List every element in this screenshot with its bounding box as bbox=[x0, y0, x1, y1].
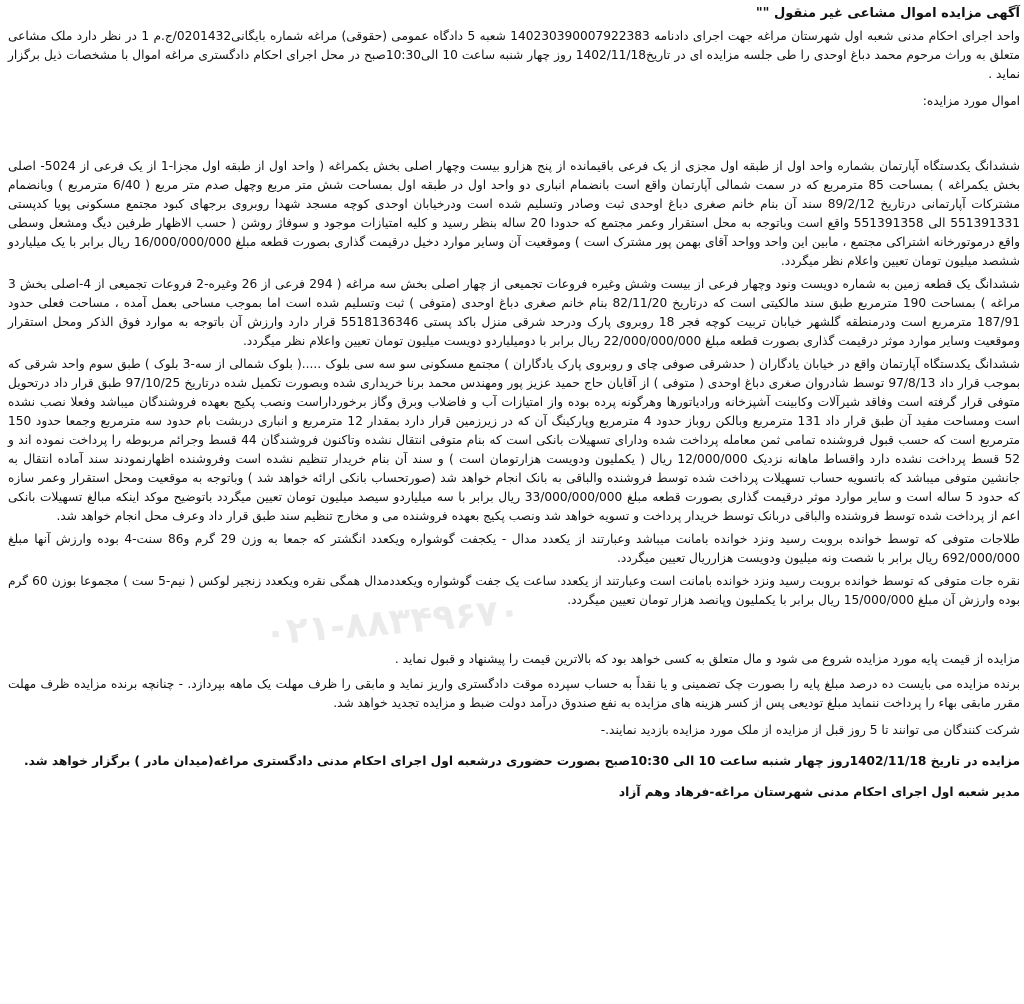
item-2-land: ششدانگ یک قطعه زمین به شماره دویست ونود وچهار فرعی از بیست وشش وغیره فروعات تجمیعی از چهار اصلی بخش سه مراغه ( 294 فرعی از 26 وغیره-2 فروعات تجمیعی از 4-اصلی بخش 3 مراغه ) بمساحت 190 مترمربع طبق سند مالکیتی است که درتاریخ 82/11/20 بنام خانم صغری دباغ اوحدی (متوفی ) ثبت وتسلیم شده است اما بموجب مساحی بعمل آمده ، مساحت فعلی حدود 187/91 مترمربع است ودرمنطقه گلشهر خیابان تربیت کوچه فجر 18 روبروی پارک ودرحد شرقی منزل باکد پستی 5518136346 قرار دارد وارزش آن باتوجه به موارد فوق الذکر ومحل استقرار وموقعیت وسایر موارد موثر درقیمت گذاری بصورت قطعه مبلغ 22/000/000/000 ریال برابر با دومیلیاردو دویست میلیون تومان تعیین واعلام نظر میگردد. bbox=[8, 277, 1021, 348]
notice-title: آگهی مزایده اموال مشاعی غیر منقول "" bbox=[755, 6, 1020, 21]
auction-notice bbox=[8, 4, 1020, 1000]
visit-note: شرکت کنندگان می توانند تا 5 روز قبل از مزایده از ملک مورد مزایده بازدید نمایند.- bbox=[600, 723, 1020, 737]
item-5-silver: نقره جات متوفی که توسط خوانده بروبت رسید ونزد خوانده بامانت است وعبارتند از یکعدد ساعت یک جفت گوشواره ویکعددمدال همگی نقره ویکعدد زنجیر لوکس ( نیم-5 ست ) مجموعا بوزن 60 گرم بوده وارزش آن مبلغ 15/000/000 ریال برابر با یکملیون وپانصد هزار تومان تعیین میگردد. bbox=[8, 574, 1020, 607]
items-list bbox=[8, 157, 1020, 610]
item-4-gold: طلاجات متوفی که توسط خوانده بروبت رسید ونزد خوانده بامانت میباشد وعبارتند از یکعدد مدال - یکجفت گوشواره ویکعدد انگشتر که جمعا به وزن 29 گرم و86 سنت-4 بوده وارزش آنها مبلغ 692/000/000 ریال برابر با شصت ونه میلیون ودویست هزارریال تعیین میگردد. bbox=[8, 532, 1020, 565]
notice-intro: واحد اجرای احکام مدنی شعبه اول شهرستان مراغه جهت اجرای دادنامه 140230390007922383 شعبه 5 دادگاه عمومی (حقوقی) مراغه شماره بایگانی0201432/ج.م 1 در نظر دارد ملک مشاعی متعلق به وراث مرحوم محمد دباغ اوحدی را طی جلسه مزایده ای در تاریخ1402/11/18 روز چهار شنبه ساعت 10 الی10:30صبح در محل اجرای احکام دادگستری مراغه اموال با مشخصات ذیل برگزار نماید . bbox=[8, 29, 1021, 81]
item-3-apartment: ششدانگ یکدستگاه آپارتمان واقع در خیابان یادگاران ( حدشرقی صوفی چای و روبروی پارک یادگاران ) مجتمع مسکونی سو سه سی بلوک .....( بلوک شمالی از سه-3 بلوک ) طبق سوم واحد شرقی که بموجب قرار داد 97/8/13 توسط شادروان صغری دباغ اوحدی ( متوفی ) از آقایان حاج حمید عزیز پور ومهندس محمد برنا خریداری شده وبصورت تکمیل شده درتاریخ 97/10/25 طبق قرار داد درتحویل متوفی قرار گرفته است وفاقد شیرآلات وکابینت آشپزخانه ورادیاتورها وهرگونه پرده بوده واز امتیازات آب و فاضلاب وبرق وگاز برخورداراست ونصب پکیج بعهده فروشندگان میباشد وفعلا نصب نشده است ومساحت مفید آن طبق قرار داد 131 مترمربع وبالکن روباز حدود 4 مترمربع وپارکینگ آن که در زیرزمین قرار دارد بمقدار 12 مترمربع و انباری دربشت بام حدود سه مترمربع وجمعا حدود 150 مترمربع است که حسب قبول فروشنده تمامی ثمن معامله پرداخت شده ودارای تسهیلات بانکی است که بنام متوفی انتقال نشده وتاکنون فروشندگان 44 قسط وجرائم مربوطه را پرداخت نموده اند و 52 قسط پرداخت نشده دارد واقساط ماهانه نزدیک 12/000/000 ریال ( یکملیون ودویست هزارتومان است ) و سند آن بنام خریدار تنظیم نشده است وفروشنده اظهارنمودند سند آماده انتقال به جانشین متوفی میباشد که باتسویه حساب تسهیلات پرداخت شده توسط فروشنده والباقی به بانک انجام خواهد شد (صورتحساب بانکی ارائه خواهد شد ) وباتوجه به موقعیت ومحل استقرار وعمر سازه که حدود 5 ساله است و سایر موارد موثر درقیمت گذاری بصورت قطعه مبلغ 33/000/000/000 ریال برابر با سه میلیاردو سیصد میلیون تومان تعیین میگردد باتوضیح موکد اینکه مبالغ تسهیلات بانکی اعم از پرداخت شده توسط فروشنده والباقی دربانک توسط خریدار پرداخت و تسویه خواهد شد ونصب پکیج بعهده فروشنده می و مخارج تنظیم سند طبق قرار داد وعرف محل انجام خواهد شد. bbox=[8, 357, 1021, 523]
condition-1: مزایده از قیمت پایه مورد مزایده شروع می شود و مال متعلق به کسی خواهد بود که بالاترین قیمت را پیشنهاد و قبول نماید . bbox=[394, 652, 1020, 666]
condition-2: برنده مزایده می بایست ده درصد مبلغ پایه را بصورت چک تضمینی و یا نقداً به حساب سپرده موقت دادگستری واریز نماید و مابقی را ظرف مهلت یک ماهه بپردازد. - چنانچه برنده مزایده ظرف مهلت مقرر مابقی بهاء را پرداخت ننماید مبلغ تودیعی پس از کسر هزینه های مزایده به نفع صندوق درآمد دولت ضبط و مزایده تجدید خواهد شد. bbox=[8, 677, 1020, 710]
phone-watermark: ۰۲۱-۸۸۳۴۹۶۷۰ bbox=[262, 590, 522, 655]
conditions bbox=[8, 650, 1020, 713]
signature: مدیر شعبه اول اجرای احکام مدنی شهرستان مراغه-فرهاد وهم آزاد bbox=[618, 785, 1020, 799]
items-heading: اموال مورد مزایده: bbox=[922, 94, 1020, 108]
item-1-apartment: ششدانگ یکدستگاه آپارتمان بشماره واحد اول از طبقه اول مجزی از یک فرعی باقیمانده از پنج هزارو بیست وچهار اصلی بخش یکمراغه ( واحد اول از طبقه اول مجزا-1 از یک فرعی از 5024- اصلی بخش یکمراغه ) بمساحت 85 مترمربع که در سمت شمالی آپارتمان واقع است بانضمام انباری دو واحد اول در طبقه اول بمساحت شش متر مربع وچهل صدم متر مربع ( 6/40 مترمربع ) وبانضمام مشترکات آپارتمانی درتاریخ 89/2/12 سند آن بنام خانم صغری دباغ اوحدی ثبت وصادر وتسلیم شده است ودرخیابان اوحدی کوچه مسجد شهدا روبروی برجهای کبود مجتمع مسکونی پویا کدپستی 551391331 الی 551391358 واقع است وباتوجه به محل استقرار وعمر مجتمع که حدودا 20 ساله بنظر رسید و کلیه امتیازات موجود و سوفاژ روشن ( حسب الاظهار طرفین دیگ ومشعل وسطی واقع درموتورخانه اشتراکی مجتمع ، مابین این واحد وواحد آقای بهمن پور مشترک است ) وموقعیت آن وسایر موارد دخیل درقیمت گذاری بصورت قطعه مبلغ 16/000/000/000 ریال برابر با یک میلیاردو ششصد میلیون تومان تعیین واعلام نظر میگردد. bbox=[8, 159, 1021, 268]
auction-date-line: مزایده در تاریخ 1402/11/18روز چهار شنبه ساعت 10 الی 10:30صبح بصورت حضوری درشعبه اول اجرای احکام مدنی دادگستری مراغه(میدان مادر ) برگزار خواهد شد. bbox=[23, 754, 1020, 768]
